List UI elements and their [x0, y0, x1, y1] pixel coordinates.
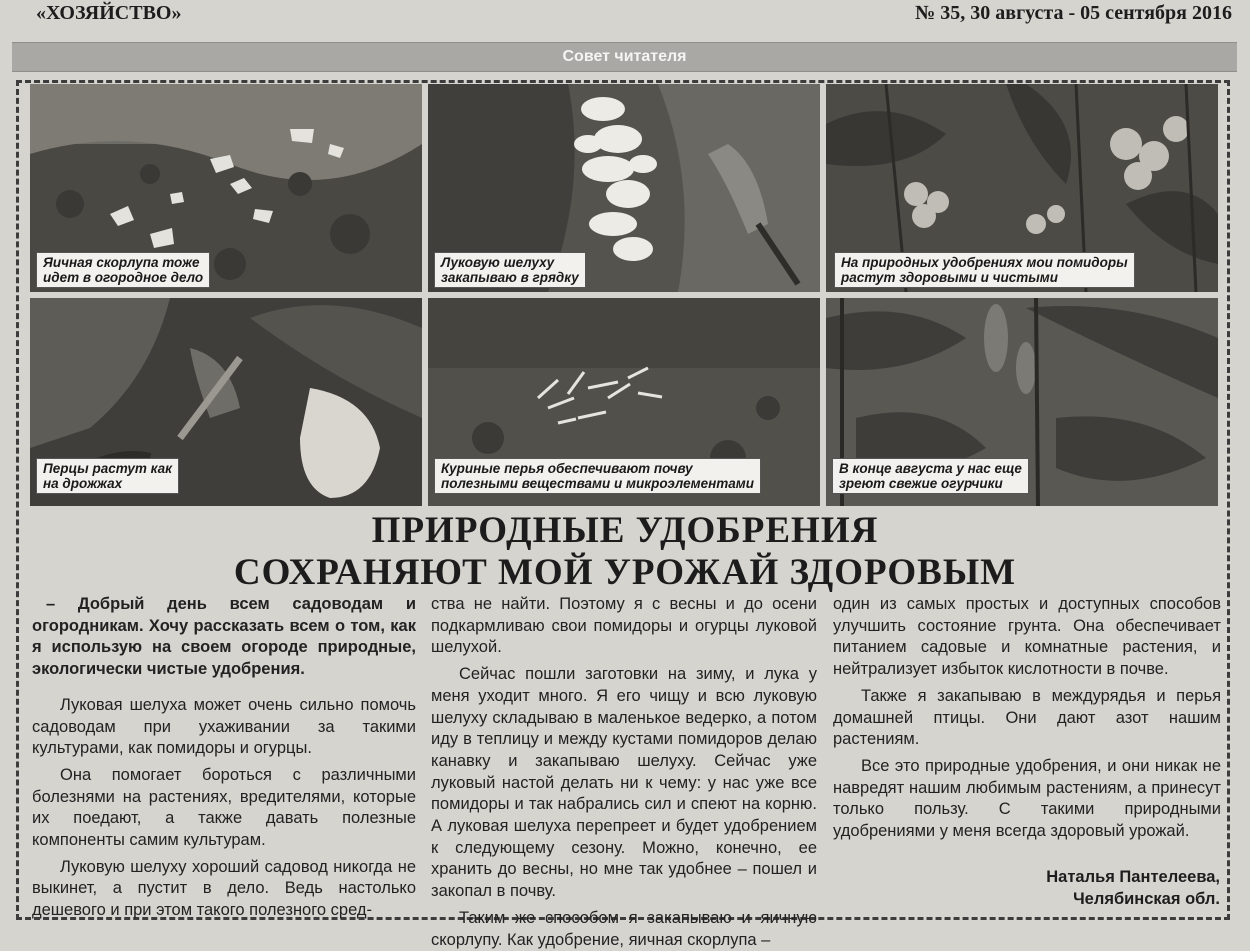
article-headline: [0, 510, 1250, 594]
paragraph: Луковую шелуху хороший садовод никогда не выкинет, а пустит в дело. Ведь настолько дешевого и при этом такого полезного сред-: [32, 857, 416, 920]
article-column-1: [32, 594, 416, 922]
rubric-bar: Совет читателя: [12, 42, 1237, 72]
photo-peppers: [30, 298, 422, 506]
photo-cucumbers: [826, 298, 1218, 506]
headline-line-2: СОХРАНЯЮТ МОЙ УРОЖАЙ ЗДОРОВЫМ: [233, 552, 1017, 593]
photo-caption: В конце августа у нас еще зреют свежие огурчики: [832, 458, 1029, 494]
paragraph: Она помогает бороться с различными болезнями на растениях, вредителями, которые их поедают, а также давать полезные компоненты самим культурам.: [32, 765, 416, 850]
photo-onion-peel: [428, 84, 820, 292]
photo-tomatoes: [826, 84, 1218, 292]
paragraph: один из самых простых и доступных способов улучшить состояние грунта. Она обеспечивает питанием садовые и комнатные растения, и нейтрализует избыток кислотности в почве.: [833, 595, 1221, 679]
photo-caption: На природных удобрениях мои помидоры растут здоровыми и чистыми: [834, 252, 1135, 288]
paragraph: Все это природные удобрения, и они никак не навредят нашим любимым растениям, а принесут только пользу. С такими природными удобрениями у меня всегда здоровый урожай.: [833, 756, 1221, 841]
article-lead: – Добрый день всем садоводам и огородникам. Хочу рассказать всем о том, как я использую на своем огороде природные, экологически чистые удобрения.: [32, 595, 416, 679]
photo-caption: Куриные перья обеспечивают почву полезными веществами и микроэлементами: [434, 458, 761, 494]
article-column-2: [431, 594, 817, 951]
paragraph: ства не найти. Поэтому я с весны и до осени подкармливаю свои помидоры и огурцы луковой шелухой.: [431, 595, 817, 657]
photo-caption: Перцы растут как на дрожжах: [36, 458, 179, 494]
photo-caption: Яичная скорлупа тоже идет в огородное дело: [36, 252, 210, 288]
paragraph: Сейчас пошли заготовки на зиму, и лука у меня уходит много. Я его чищу и всю луковую шелуху складываю в маленькое ведерко, а потом иду в теплицу и между кустами помидоров делаю канавку и закапываю шелуху. Сейчас уже луковый настой делать ни к чему: у нас уже все помидоры и так набрались сил и спеют на корню. А луковая шелуха перепреет и будет удобрением к следующему сезону. Можно, конечно, ее хранить до весны, но мне так удобнее – пошел и закопал в почву.: [431, 665, 817, 901]
paragraph: Таким же способом я закапываю и яичную скорлупу. Как удобрение, яичная скорлупа –: [431, 908, 817, 949]
paragraph: Также я закапываю в междурядья и перья домашней птицы. Они дают азот нашим растениям.: [833, 686, 1221, 749]
author-signature: [1046, 866, 1220, 910]
photo-caption: Луковую шелуху закапываю в грядку: [434, 252, 586, 288]
article-column-3: [833, 594, 1221, 843]
issue-info: № 35, 30 августа - 05 сентября 2016: [915, 2, 1232, 24]
photo-eggshells: [30, 84, 422, 292]
headline-line-1: ПРИРОДНЫЕ УДОБРЕНИЯ: [371, 510, 879, 551]
author-name: Наталья Пантелеева,: [1046, 868, 1220, 886]
photo-grid: [30, 84, 1220, 502]
paper-name: «ХОЗЯЙСТВО»: [36, 2, 182, 24]
masthead: [0, 0, 1250, 30]
paragraph: Луковая шелуха может очень сильно помочь садоводам при ухаживании за такими культурами, как помидоры и огурцы.: [32, 695, 416, 758]
author-region: Челябинская обл.: [1073, 890, 1220, 908]
photo-feathers: [428, 298, 820, 506]
